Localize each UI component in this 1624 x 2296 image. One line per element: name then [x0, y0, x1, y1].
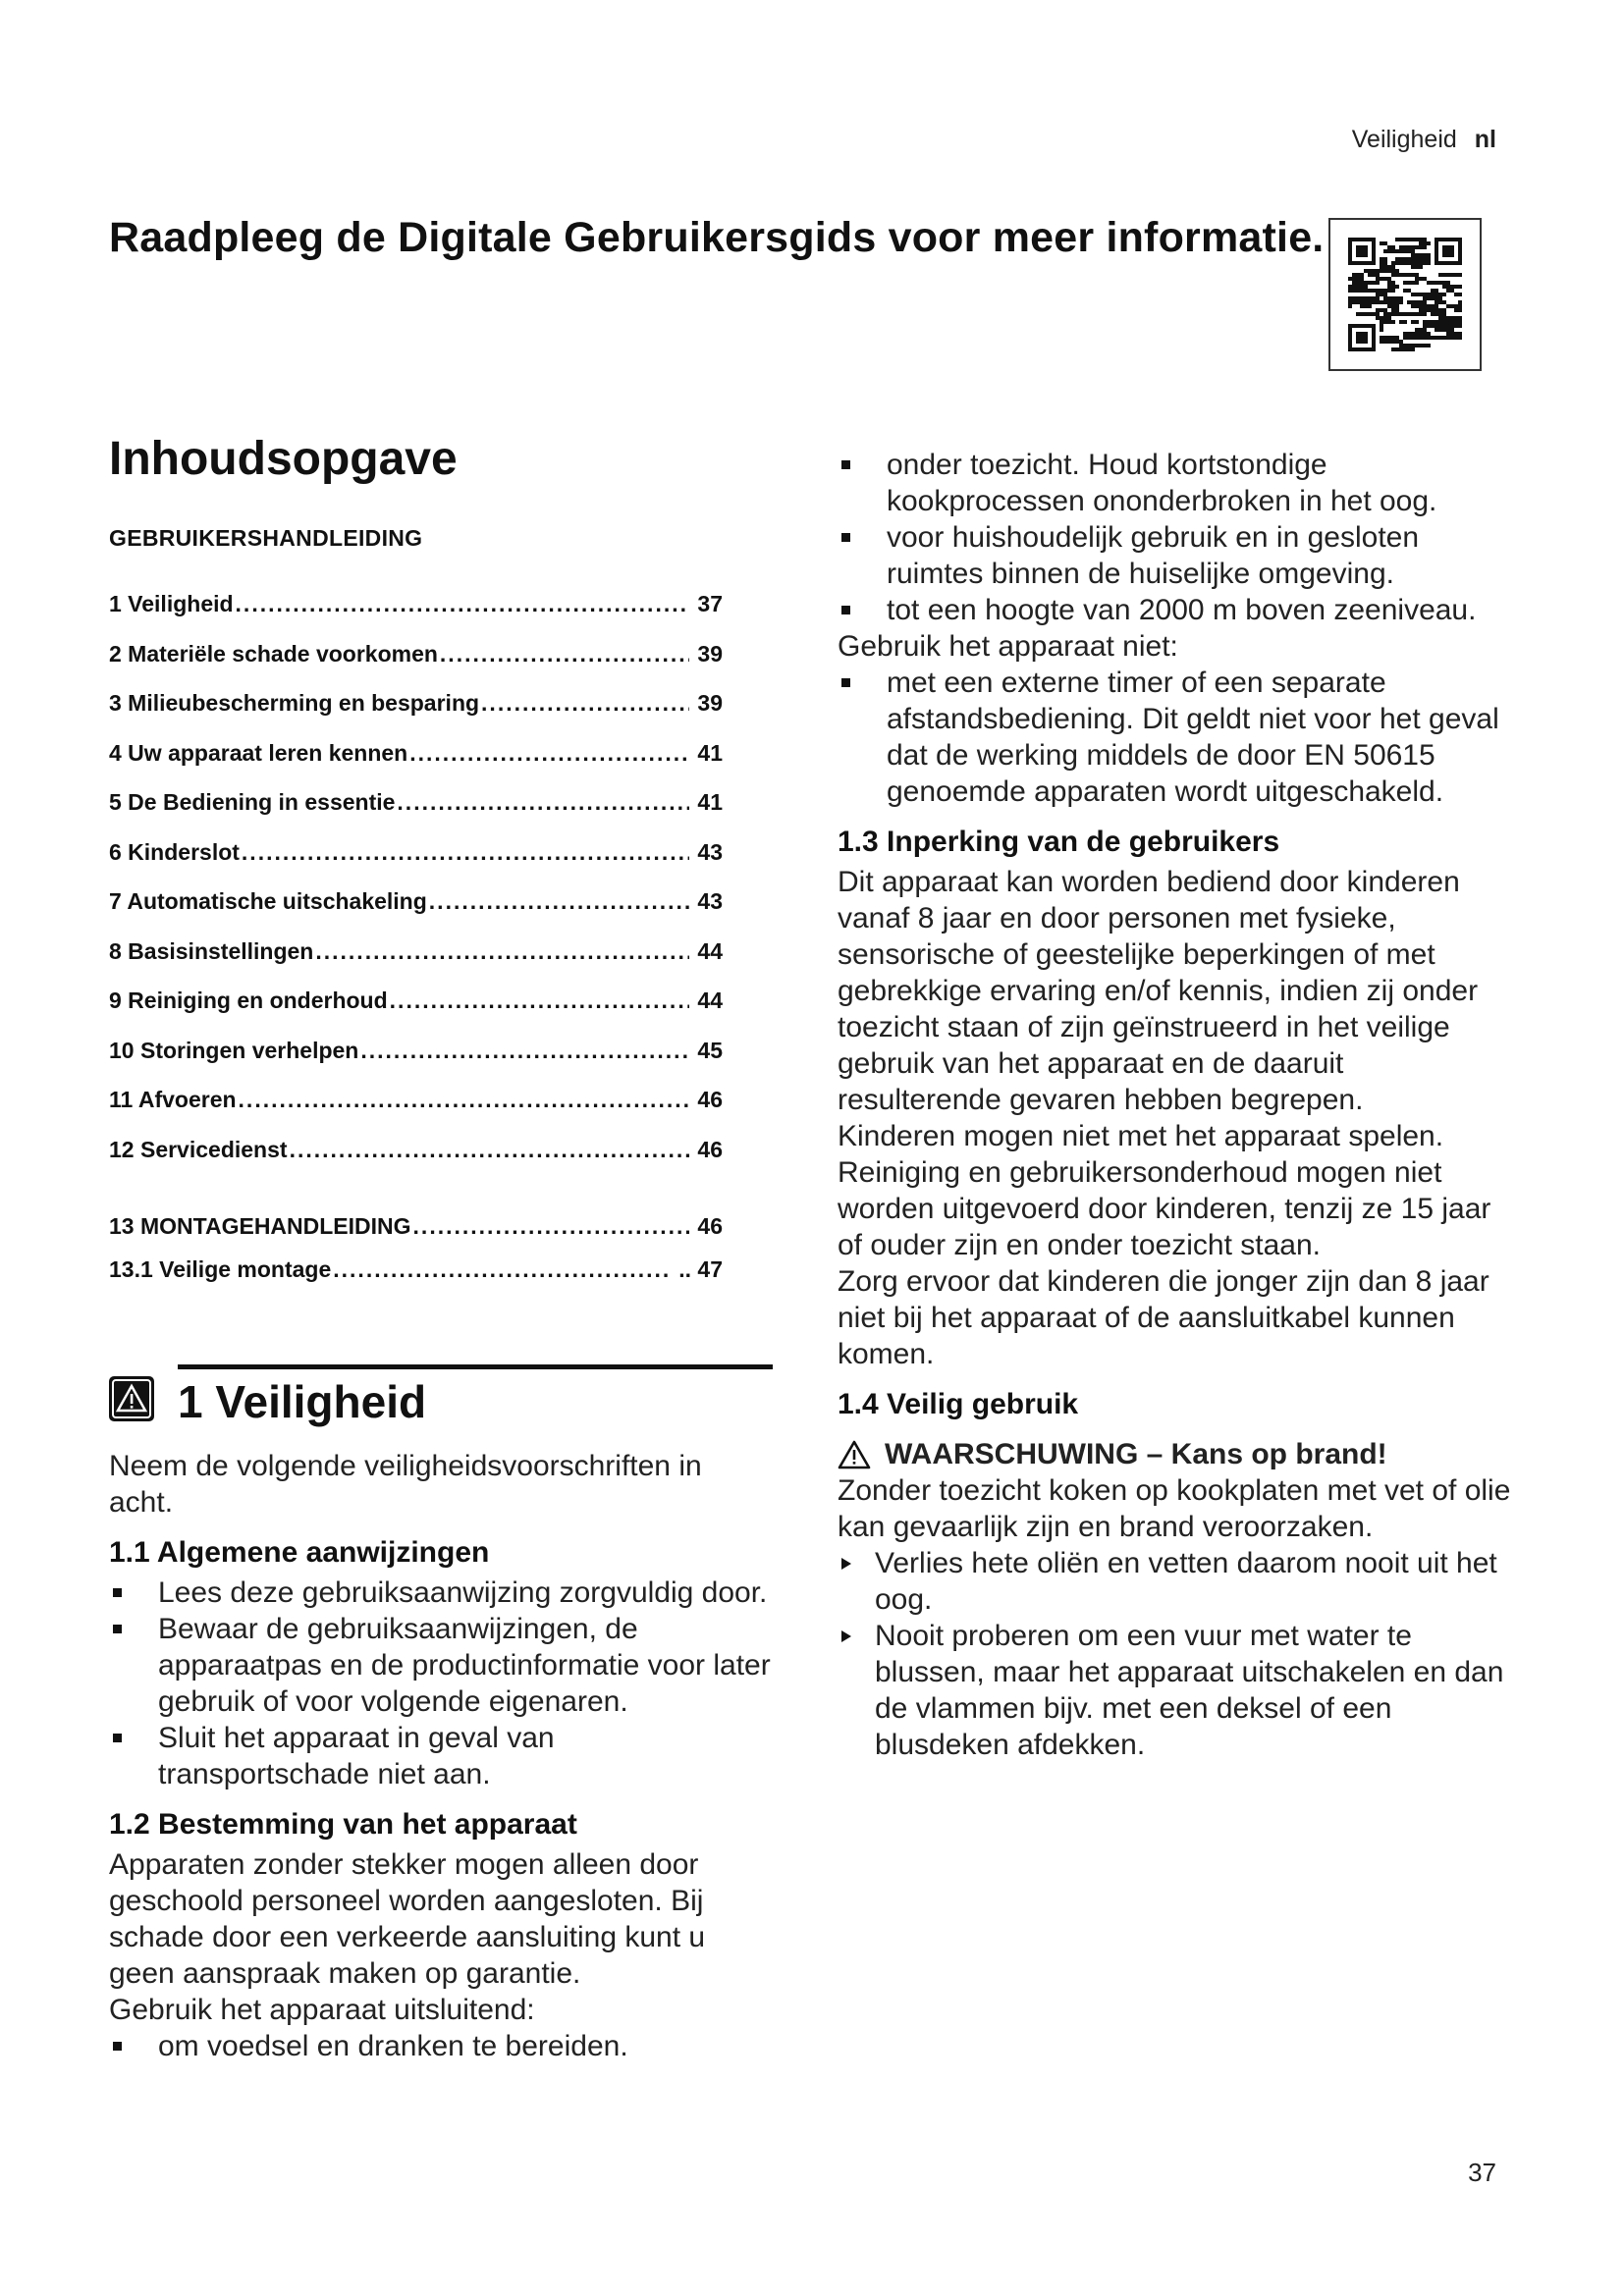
heading-1-4: 1.4 Veilig gebruik [838, 1388, 1079, 1420]
toc-leader-dots [440, 641, 689, 667]
toc-entry-label: 4 Uw apparaat leren kennen [109, 739, 408, 766]
warning-box-icon [109, 1376, 154, 1421]
toc-entry-label: 3 Milieubescherming en besparing [109, 690, 480, 716]
toc-entry-page: .. 47 [678, 1256, 723, 1282]
toc-entry-page: 45 [697, 1037, 723, 1063]
toc-entry-label: 2 Materiële schade voorkomen [109, 640, 438, 667]
toc-title: Inhoudsopgave [109, 433, 458, 485]
toc-entry-page: 46 [697, 1087, 723, 1112]
toc-entry-page: 44 [697, 937, 723, 964]
list-item: om voedsel en dranken te bereiden. [109, 2028, 773, 2064]
toc-entry-label: 5 De Bediening in essentie [109, 789, 396, 815]
left-body [109, 1448, 773, 2064]
toc-entry[interactable] [109, 740, 723, 790]
toc-entry-page: 44 [697, 988, 723, 1013]
toc-leader-dots [409, 740, 689, 767]
para-1-2-b: Gebruik het apparaat uitsluitend: [109, 1994, 535, 2026]
toc-entry-label: 9 Reiniging en onderhoud [109, 988, 388, 1013]
toc-leader-dots [236, 591, 690, 617]
list-item: Bewaar de gebruiksaanwijzingen, de apparaatpas en de productinformatie voor later gebruik of voor volgende eigenaren. [109, 1611, 773, 1720]
toc-entry[interactable] [109, 591, 723, 641]
toc-leader-dots [413, 1213, 690, 1240]
section-rule [178, 1364, 773, 1369]
toc-entry[interactable] [109, 988, 723, 1038]
list-item: onder toezicht. Houd kortstondige kookprocessen ononderbroken in het oog. [838, 447, 1515, 519]
page-number: 37 [1468, 2158, 1496, 2187]
toc-leader-dots [242, 839, 689, 866]
toc-entry-page: 37 [697, 591, 723, 616]
para-1-3-d: Zorg ervoor dat kinderen die jonger zijn dan 8 jaar niet bij het apparaat of de aansluitkabel kunnen komen. [838, 1265, 1489, 1370]
left-column [109, 432, 773, 1300]
toc-entry-page: 39 [697, 690, 723, 716]
toc-list [109, 591, 773, 1300]
toc-leader-dots [290, 1137, 690, 1163]
running-header [1352, 126, 1496, 154]
safety-intro: Neem de volgende veiligheidsvoorschriften in acht. [109, 1450, 702, 1519]
list-item: Lees deze gebruiksaanwijzing zorgvuldig door. [109, 1575, 773, 1611]
toc-entry[interactable] [109, 1256, 723, 1300]
toc-entry[interactable] [109, 641, 723, 691]
toc-entry-label: 11 Afvoeren [109, 1087, 237, 1112]
header-section: Veiligheid [1351, 126, 1457, 153]
toc-entry[interactable] [109, 1137, 723, 1187]
list-item: tot een hoogte van 2000 m boven zeeniveau. [838, 592, 1515, 628]
qr-code-icon [1348, 238, 1462, 351]
toc-leader-dots [390, 988, 690, 1014]
section-title: 1 Veiligheid [178, 1376, 427, 1427]
toc-entry[interactable] [109, 839, 723, 889]
toc-leader-dots [315, 938, 689, 965]
bullets-1-1 [109, 1575, 773, 1792]
toc-entry-page: 46 [697, 1213, 723, 1239]
warning-triangle-icon [838, 1440, 871, 1469]
toc-entry[interactable] [109, 1213, 723, 1256]
para-1-3-b: Kinderen mogen niet met het apparaat spelen. [838, 1120, 1444, 1152]
toc-entry-label: 13.1 Veilige montage [109, 1256, 332, 1282]
toc-subtitle: GEBRUIKERSHANDLEIDING [109, 525, 423, 551]
list-item: Nooit proberen om een vuur met water te blussen, maar het apparaat uitschakelen en dan de vlammen bijv. met een deksel of een blusdeken afdekken. [838, 1618, 1515, 1763]
list-item: voor huishoudelijk gebruik en in gesloten ruimtes binnen de huiselijke omgeving. [838, 519, 1515, 592]
toc-leader-dots [239, 1087, 690, 1113]
header-language: nl [1474, 126, 1496, 153]
toc-entry-label: 12 Servicedienst [109, 1136, 288, 1162]
toc-entry-page: 43 [697, 888, 723, 914]
toc-entry-label: 13 MONTAGEHANDLEIDING [109, 1213, 411, 1239]
toc-entry-label: 7 Automatische uitschakeling [109, 888, 427, 914]
list-item: Sluit het apparaat in geval van transportschade niet aan. [109, 1720, 773, 1792]
toc-leader-dots [481, 690, 689, 717]
warning-text: WAARSCHUWING – Kans op brand! [885, 1438, 1387, 1470]
toc-entry[interactable] [109, 789, 723, 839]
intro-title: Raadpleeg de Digitale Gebruikersgids voor meer informatie. [109, 214, 1325, 261]
toc-entry-page: 43 [697, 838, 723, 865]
para-1-2-c: Gebruik het apparaat niet: [838, 630, 1178, 663]
toc-leader-dots [429, 888, 690, 915]
toc-entry-page: 39 [697, 640, 723, 667]
toc-entry-label: 1 Veiligheid [109, 591, 234, 616]
toc-leader-dots [333, 1256, 671, 1283]
toc-entry-label: 10 Storingen verhelpen [109, 1037, 359, 1063]
toc-entry-page: 46 [697, 1136, 723, 1162]
para-1-3-c: Reiniging en gebruikersonderhoud mogen niet worden uitgevoerd door kinderen, tenzij ze 15 jaar of ouder zijn en onder toezicht staan. [838, 1156, 1491, 1261]
toc-entry[interactable] [109, 1038, 723, 1088]
toc-entry[interactable] [109, 938, 723, 988]
warning-line [838, 1436, 1515, 1472]
para-1-4-a: Zonder toezicht koken op kookplaten met vet of olie kan gevaarlijk zijn en brand veroorzaken. [838, 1474, 1511, 1543]
toc-entry-page: 41 [697, 789, 723, 815]
toc-leader-dots [360, 1038, 689, 1064]
toc-leader-dots [397, 789, 689, 816]
heading-1-2: 1.2 Bestemming van het apparaat [109, 1808, 577, 1841]
para-1-2-a: Apparaten zonder stekker mogen alleen door geschoold personeel worden aangesloten. Bij schade door een verkeerde aansluiting kunt u geen aanspraak maken op garantie. [109, 1848, 706, 1990]
list-item: Verlies hete oliën en vetten daarom nooit uit het oog. [838, 1545, 1515, 1618]
heading-1-3: 1.3 Inperking van de gebruikers [838, 826, 1280, 858]
right-column [838, 447, 1515, 1763]
toc-entry[interactable] [109, 690, 723, 740]
toc-entry[interactable] [109, 888, 723, 938]
toc-entry-label: 6 Kinderslot [109, 838, 240, 865]
toc-gap [109, 1186, 773, 1213]
heading-1-1: 1.1 Algemene aanwijzingen [109, 1536, 490, 1569]
toc-entry-page: 41 [697, 739, 723, 766]
qr-code [1328, 218, 1482, 371]
toc-entry[interactable] [109, 1087, 723, 1137]
list-item: met een externe timer of een separate afstandsbediening. Dit geldt niet voor het geval dat de werking middels de door EN 50615 genoemde apparaten wordt uitgeschakeld. [838, 665, 1515, 810]
para-1-3-a: Dit apparaat kan worden bediend door kinderen vanaf 8 jaar en door personen met fysieke, sensorische of geestelijke beperkingen of met gebrekkige ervaring en/of kennis, indien zij onder toezicht staan of zijn geïnstrueerd in het veilige gebruik van het apparaat en de daaruit resulterende gevaren hebben begrepen. [838, 866, 1479, 1116]
toc-entry-label: 8 Basisinstellingen [109, 937, 314, 964]
